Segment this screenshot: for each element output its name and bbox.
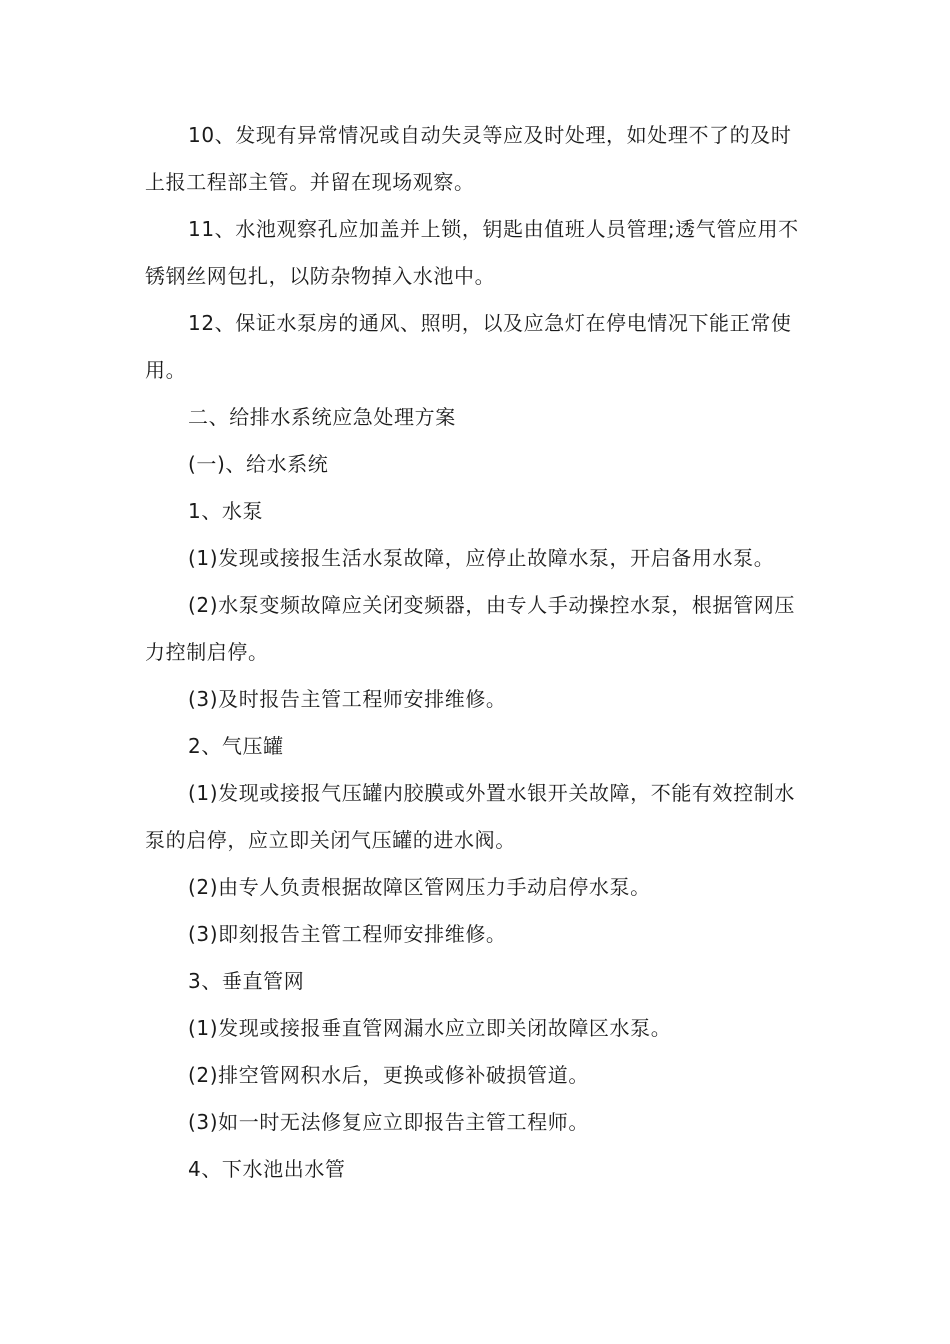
paragraph-pump-3: (3)及时报告主管工程师安排维修。	[188, 687, 507, 711]
subsection-heading-water-supply: (一)、给水系统	[188, 452, 329, 476]
item-heading-water-pump: 1、水泵	[188, 499, 264, 523]
paragraph-item-12: 12、保证水泵房的通风、照明，以及应急灯在停电情况下能正常使用。	[145, 311, 792, 382]
paragraph-pump-1: (1)发现或接报生活水泵故障，应停止故障水泵，开启备用水泵。	[188, 546, 775, 570]
document-body	[145, 112, 807, 1193]
paragraph-pipe-2: (2)排空管网积水后，更换或修补破损管道。	[188, 1063, 589, 1087]
paragraph-pipe-3: (3)如一时无法修复应立即报告主管工程师。	[188, 1110, 589, 1134]
paragraph-pipe-1: (1)发现或接报垂直管网漏水应立即关闭故障区水泵。	[188, 1016, 672, 1040]
paragraph-tank-3: (3)即刻报告主管工程师安排维修。	[188, 922, 507, 946]
paragraph-tank-2: (2)由专人负责根据故障区管网压力手动启停水泵。	[188, 875, 651, 899]
item-heading-pressure-tank: 2、气压罐	[188, 734, 284, 758]
paragraph-tank-1: (1)发现或接报气压罐内胶膜或外置水银开关故障，不能有效控制水泵的启停，应立即关闭气压罐的进水阀。	[145, 781, 795, 852]
paragraph-pump-2: (2)水泵变频故障应关闭变频器，由专人手动操控水泵，根据管网压力控制启停。	[145, 593, 795, 664]
item-heading-vertical-pipe: 3、垂直管网	[188, 969, 305, 993]
section-heading-emergency-plan: 二、给排水系统应急处理方案	[188, 405, 456, 429]
item-heading-outlet-pipe: 4、下水池出水管	[188, 1157, 346, 1181]
paragraph-item-10: 10、发现有异常情况或自动失灵等应及时处理，如处理不了的及时上报工程部主管。并留在现场观察。	[145, 123, 792, 194]
paragraph-item-11: 11、水池观察孔应加盖并上锁，钥匙由值班人员管理;透气管应用不锈钢丝网包扎，以防杂物掉入水池中。	[145, 217, 799, 288]
